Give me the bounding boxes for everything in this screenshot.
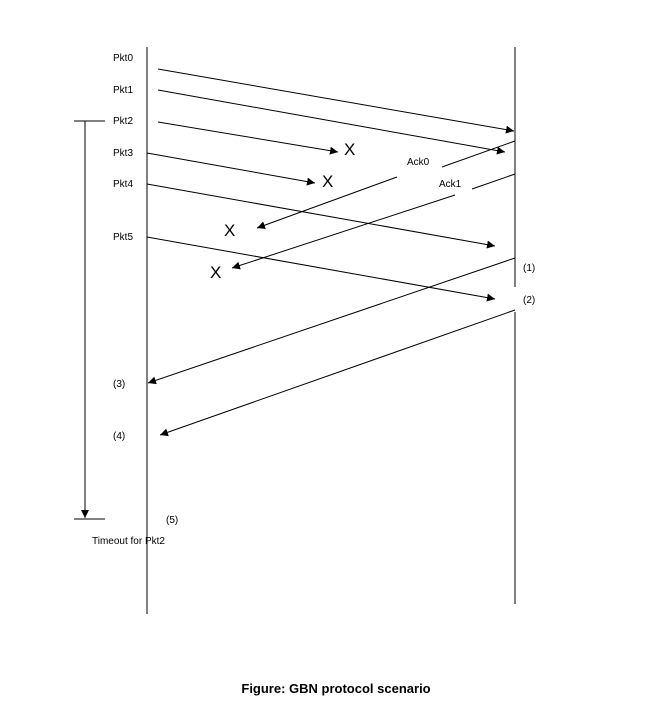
pkt5-arrow xyxy=(147,237,495,299)
figure-caption: Figure: GBN protocol scenario xyxy=(241,681,431,696)
event-3-label: (3) xyxy=(113,379,126,390)
event-5-label: (5) xyxy=(166,515,179,526)
pkt4-label: Pkt4 xyxy=(113,179,134,190)
ack0-arrow-upper xyxy=(442,141,515,167)
pkt3-arrow xyxy=(147,153,315,183)
ack0-label: Ack0 xyxy=(407,157,430,168)
pkt4-arrow xyxy=(147,184,495,246)
ack1-arrow-upper xyxy=(472,174,515,189)
pkt2-label: Pkt2 xyxy=(113,116,134,127)
ack1-arrow-lower xyxy=(232,195,455,268)
event-2-label: (2) xyxy=(523,295,536,306)
ack1-loss-mark: X xyxy=(210,263,222,282)
pkt2-arrow xyxy=(158,122,338,152)
pkt3-loss-mark: X xyxy=(322,172,334,191)
event-4-label: (4) xyxy=(113,431,126,442)
ack-event3-arrow xyxy=(148,258,515,383)
event-1-label: (1) xyxy=(523,263,536,274)
pkt2-loss-mark: X xyxy=(344,140,356,159)
timeout-label: Timeout for Pkt2 xyxy=(92,536,165,547)
pkt0-label: Pkt0 xyxy=(113,53,134,64)
pkt1-label: Pkt1 xyxy=(113,85,134,96)
pkt3-label: Pkt3 xyxy=(113,148,134,159)
pkt5-label: Pkt5 xyxy=(113,232,134,243)
ack-event4-arrow xyxy=(160,310,515,435)
ack0-loss-mark: X xyxy=(224,221,236,240)
ack1-label: Ack1 xyxy=(439,179,462,190)
